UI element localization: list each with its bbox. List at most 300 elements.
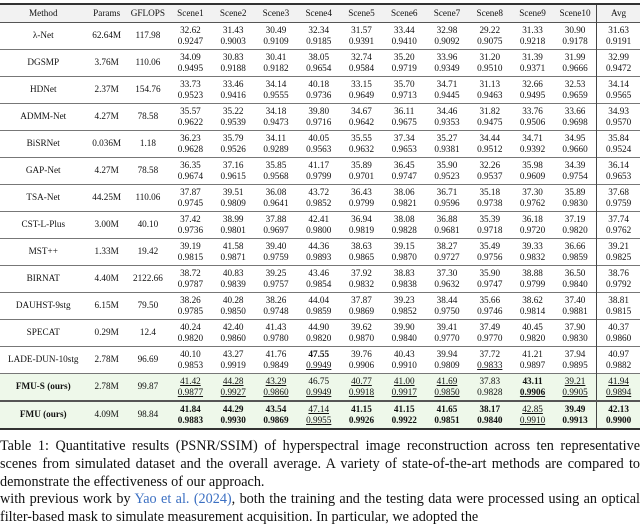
ssim-value: 0.9750	[434, 305, 460, 316]
method-cell: DAUHST-9stg	[15, 300, 71, 310]
ssim-value: 0.9949	[306, 359, 332, 370]
psnr-value: 41.84	[180, 403, 201, 414]
psnr-value: 37.30	[436, 267, 458, 278]
ssim-value: 0.9820	[306, 332, 332, 343]
table-row	[0, 320, 640, 347]
scene-cell	[297, 239, 340, 266]
ssim-value: 0.9109	[263, 35, 289, 46]
table-row	[0, 293, 640, 320]
psnr-value: 34.39	[564, 159, 586, 170]
avg-cell	[597, 347, 640, 374]
scene-cell	[169, 239, 212, 266]
psnr-value: 36.94	[351, 213, 372, 224]
ssim-value: 0.9660	[562, 143, 588, 154]
psnr-value: 38.63	[351, 240, 372, 251]
scene-cell	[212, 77, 255, 104]
psnr-value: 43.54	[265, 403, 287, 414]
scene-cell	[426, 347, 469, 374]
scene-cell	[212, 131, 255, 158]
ssim-value: 0.9859	[306, 305, 332, 316]
ssim-value: 0.9653	[391, 143, 417, 154]
psnr-value: 36.88	[436, 213, 458, 224]
ssim-value: 0.9819	[348, 224, 375, 235]
psnr-value: 35.55	[351, 132, 372, 143]
psnr-value: 29.22	[479, 24, 501, 35]
psnr-value: 38.72	[180, 267, 201, 278]
scene-cell	[554, 320, 597, 347]
ssim-value: 0.9949	[306, 386, 332, 397]
scene-cell	[554, 185, 597, 212]
ssim-value: 0.9537	[477, 170, 503, 181]
psnr-value: 34.14	[608, 78, 629, 89]
gflops-cell: 117.98	[135, 30, 161, 40]
scene-cell	[169, 401, 212, 429]
ssim-value: 0.9736	[177, 224, 204, 235]
gflops-cell: 154.76	[135, 84, 161, 94]
psnr-value: 32.34	[308, 24, 330, 35]
psnr-value: 37.49	[479, 321, 501, 332]
header-scene5: Scene5	[348, 8, 375, 18]
psnr-value: 38.88	[522, 267, 543, 278]
psnr-value: 37.87	[351, 294, 372, 305]
ssim-value: 0.9247	[177, 35, 204, 46]
scene-cell	[511, 347, 554, 374]
scene-cell	[468, 320, 511, 347]
psnr-value: 41.00	[393, 375, 415, 386]
psnr-value: 39.33	[522, 240, 543, 251]
gflops-cell: 78.58	[137, 111, 159, 121]
psnr-value: 41.58	[222, 240, 244, 251]
ssim-value: 0.9922	[391, 414, 417, 425]
psnr-value: 36.50	[564, 267, 586, 278]
ssim-value: 0.9674	[177, 170, 204, 181]
psnr-value: 30.90	[564, 24, 586, 35]
ssim-value: 0.9801	[220, 224, 246, 235]
table-row	[0, 23, 640, 50]
psnr-value: 34.71	[522, 132, 543, 143]
psnr-value: 41.65	[436, 403, 458, 414]
ssim-value: 0.9825	[605, 251, 632, 262]
scene-cell	[383, 77, 426, 104]
psnr-value: 43.72	[308, 186, 330, 197]
method-cell: BiSRNet	[26, 138, 60, 148]
scene-cell	[554, 266, 597, 293]
ssim-value: 0.9799	[306, 170, 332, 181]
avg-cell	[597, 239, 640, 266]
psnr-value: 39.23	[393, 294, 415, 305]
scene-cell	[554, 77, 597, 104]
psnr-value: 35.20	[393, 51, 415, 62]
scene-cell	[255, 401, 298, 429]
psnr-value: 38.44	[436, 294, 458, 305]
scene-cell	[297, 347, 340, 374]
psnr-value: 42.85	[522, 403, 543, 414]
scene-cell	[169, 185, 212, 212]
ssim-value: 0.9570	[605, 116, 632, 127]
scene-cell	[340, 401, 383, 429]
psnr-value: 32.98	[436, 24, 458, 35]
scene-cell	[169, 104, 212, 131]
ssim-value: 0.9003	[220, 35, 246, 46]
scene-cell	[255, 104, 298, 131]
ssim-value: 0.9713	[391, 89, 417, 100]
scene-cell	[383, 50, 426, 77]
ssim-value: 0.9472	[605, 62, 632, 73]
scene-cell	[297, 320, 340, 347]
psnr-value: 35.49	[479, 240, 501, 251]
ssim-value: 0.9893	[306, 251, 332, 262]
scene-cell	[426, 77, 469, 104]
ssim-value: 0.9632	[348, 143, 375, 154]
psnr-value: 38.05	[308, 51, 330, 62]
psnr-value: 39.40	[265, 240, 287, 251]
ssim-value: 0.9833	[477, 359, 503, 370]
scene-cell	[340, 131, 383, 158]
psnr-value: 39.51	[222, 186, 244, 197]
ssim-value: 0.9653	[605, 170, 632, 181]
psnr-value: 41.17	[308, 159, 330, 170]
ssim-value: 0.9859	[562, 251, 588, 262]
psnr-value: 47.55	[308, 348, 330, 359]
scene-cell	[340, 320, 383, 347]
ssim-value: 0.9955	[306, 414, 332, 425]
psnr-value: 38.83	[393, 267, 415, 278]
psnr-value: 37.42	[180, 213, 201, 224]
scene-cell	[468, 293, 511, 320]
ssim-value: 0.9770	[434, 332, 460, 343]
ssim-value: 0.9762	[605, 224, 632, 235]
psnr-value: 40.43	[393, 348, 415, 359]
psnr-value: 39.21	[564, 375, 586, 386]
psnr-value: 41.76	[265, 348, 287, 359]
ssim-value: 0.9830	[562, 332, 588, 343]
psnr-value: 38.26	[265, 294, 287, 305]
psnr-value: 41.21	[522, 348, 543, 359]
psnr-value: 30.83	[222, 51, 244, 62]
params-cell: 4.27M	[94, 165, 119, 175]
psnr-value: 39.90	[393, 321, 415, 332]
scene-cell	[212, 239, 255, 266]
scene-cell	[255, 266, 298, 293]
scene-cell	[340, 347, 383, 374]
psnr-value: 40.45	[522, 321, 543, 332]
scene-cell	[255, 320, 298, 347]
gflops-cell: 1.18	[139, 138, 156, 148]
ssim-value: 0.9770	[477, 332, 503, 343]
ssim-value: 0.9919	[220, 359, 246, 370]
avg-cell	[597, 77, 640, 104]
table-body	[0, 23, 640, 430]
ssim-value: 0.9642	[348, 116, 375, 127]
method-cell: ADMM-Net	[20, 111, 67, 121]
ssim-value: 0.9869	[263, 414, 289, 425]
header-scene9: Scene9	[519, 8, 546, 18]
params-cell: 2.78M	[94, 381, 119, 391]
psnr-value: 43.27	[222, 348, 244, 359]
ssim-value: 0.9917	[391, 386, 417, 397]
ssim-value: 0.9906	[519, 386, 546, 397]
psnr-value: 36.43	[351, 186, 372, 197]
table-row	[0, 401, 640, 429]
params-cell: 4.40M	[94, 273, 119, 283]
params-cell: 1.33M	[94, 246, 119, 256]
ssim-value: 0.9524	[605, 143, 632, 154]
ssim-value: 0.9391	[348, 35, 375, 46]
ssim-value: 0.9185	[306, 35, 332, 46]
scene-cell	[255, 50, 298, 77]
scene-cell	[511, 266, 554, 293]
psnr-value: 34.44	[479, 132, 501, 143]
scene-cell	[255, 239, 298, 266]
ssim-value: 0.9191	[605, 35, 632, 46]
psnr-value: 33.96	[436, 51, 458, 62]
psnr-value: 37.74	[608, 213, 629, 224]
scene-cell	[383, 266, 426, 293]
psnr-value: 39.80	[308, 105, 330, 116]
avg-cell	[597, 50, 640, 77]
params-cell: 44.25M	[92, 192, 122, 202]
avg-cell	[597, 212, 640, 239]
avg-cell	[597, 131, 640, 158]
psnr-value: 39.15	[393, 240, 415, 251]
psnr-value: 42.41	[308, 213, 330, 224]
psnr-value: 41.43	[265, 321, 287, 332]
scene-cell	[340, 266, 383, 293]
scene-cell	[426, 239, 469, 266]
ssim-value: 0.9792	[605, 278, 632, 289]
ssim-value: 0.9371	[519, 62, 546, 73]
scene-cell	[426, 266, 469, 293]
scene-cell	[255, 293, 298, 320]
scene-cell	[255, 212, 298, 239]
scene-cell	[255, 347, 298, 374]
psnr-value: 47.14	[308, 403, 330, 414]
psnr-value: 40.05	[308, 132, 330, 143]
ssim-value: 0.9675	[391, 116, 417, 127]
ssim-value: 0.9349	[434, 62, 460, 73]
ssim-value: 0.9882	[605, 359, 632, 370]
psnr-value: 36.23	[180, 132, 201, 143]
psnr-value: 32.99	[608, 51, 629, 62]
scene-cell	[169, 50, 212, 77]
psnr-value: 37.92	[351, 267, 372, 278]
scene-cell	[340, 104, 383, 131]
psnr-value: 39.49	[564, 403, 586, 414]
ssim-value: 0.9930	[220, 414, 246, 425]
scene-cell	[426, 104, 469, 131]
citation-link[interactable]: Yao et al. (2024)	[134, 491, 232, 507]
method-cell: FMU (ours)	[19, 409, 67, 419]
ssim-value: 0.9762	[519, 197, 546, 208]
scene-cell	[255, 158, 298, 185]
psnr-value: 30.41	[265, 51, 287, 62]
params-cell: 4.09M	[94, 409, 119, 419]
ssim-value: 0.9759	[263, 251, 289, 262]
scene-cell	[169, 320, 212, 347]
psnr-value: 38.26	[180, 294, 201, 305]
psnr-value: 44.04	[308, 294, 330, 305]
ssim-value: 0.9900	[605, 414, 632, 425]
scene-cell	[212, 374, 255, 402]
header-method: Method	[28, 8, 58, 18]
ssim-value: 0.9719	[391, 62, 417, 73]
psnr-value: 43.11	[522, 375, 543, 386]
scene-cell	[383, 347, 426, 374]
scene-cell	[468, 104, 511, 131]
scene-cell	[340, 293, 383, 320]
ssim-value: 0.9654	[306, 62, 332, 73]
params-cell: 2.78M	[94, 354, 119, 364]
method-cell: FMU-S (ours)	[15, 381, 71, 391]
method-cell: CST-L-Plus	[21, 219, 66, 229]
scene-cell	[511, 50, 554, 77]
scene-cell	[468, 347, 511, 374]
psnr-value: 34.71	[436, 78, 458, 89]
psnr-value: 40.97	[608, 348, 629, 359]
psnr-value: 31.63	[608, 24, 629, 35]
scene-cell	[511, 212, 554, 239]
scene-cell	[297, 158, 340, 185]
header-scene8: Scene8	[476, 8, 504, 18]
method-cell: DGSMP	[27, 57, 60, 67]
scene-cell	[426, 50, 469, 77]
table-row	[0, 158, 640, 185]
ssim-value: 0.9840	[477, 414, 503, 425]
ssim-value: 0.9738	[477, 197, 503, 208]
scene-cell	[340, 185, 383, 212]
psnr-value: 41.69	[436, 375, 458, 386]
scene-cell	[255, 23, 298, 50]
ssim-value: 0.9596	[434, 197, 460, 208]
psnr-value: 41.42	[180, 375, 201, 386]
psnr-value: 33.44	[393, 24, 415, 35]
psnr-value: 39.19	[180, 240, 201, 251]
ssim-value: 0.9565	[605, 89, 632, 100]
ssim-value: 0.9727	[434, 251, 460, 262]
psnr-value: 35.18	[479, 186, 501, 197]
ssim-value: 0.9289	[263, 143, 289, 154]
scene-cell	[169, 158, 212, 185]
ssim-value: 0.9799	[348, 197, 375, 208]
ssim-value: 0.9820	[562, 224, 588, 235]
scene-cell	[297, 374, 340, 402]
scene-cell	[169, 266, 212, 293]
ssim-value: 0.9641	[263, 197, 289, 208]
ssim-value: 0.9870	[391, 251, 417, 262]
psnr-value: 36.11	[394, 105, 415, 116]
psnr-value: 35.66	[479, 294, 501, 305]
psnr-value: 35.84	[608, 132, 629, 143]
table-row	[0, 104, 640, 131]
psnr-value: 35.27	[436, 132, 458, 143]
ssim-value: 0.9697	[263, 224, 289, 235]
psnr-value: 36.08	[265, 186, 287, 197]
gflops-cell: 2122.66	[132, 273, 163, 283]
ssim-value: 0.9512	[477, 143, 503, 154]
scene-cell	[340, 212, 383, 239]
scene-cell	[554, 23, 597, 50]
params-cell: 4.27M	[94, 111, 119, 121]
method-cell: LADE-DUN-10stg	[8, 354, 79, 364]
scene-cell	[383, 212, 426, 239]
psnr-value: 34.46	[436, 105, 458, 116]
scene-cell	[468, 23, 511, 50]
ssim-value: 0.9832	[519, 251, 546, 262]
avg-cell	[597, 293, 640, 320]
psnr-value: 36.45	[393, 159, 415, 170]
scene-cell	[212, 212, 255, 239]
ssim-value: 0.9563	[306, 143, 332, 154]
scene-cell	[426, 212, 469, 239]
scene-cell	[297, 293, 340, 320]
ssim-value: 0.9860	[263, 386, 289, 397]
psnr-value: 32.66	[522, 78, 543, 89]
psnr-value: 31.33	[522, 24, 543, 35]
psnr-value: 43.29	[265, 375, 287, 386]
ssim-value: 0.9851	[434, 414, 460, 425]
scene-cell	[511, 77, 554, 104]
scene-cell	[426, 293, 469, 320]
scene-cell	[383, 401, 426, 429]
gflops-cell: 40.10	[137, 219, 159, 229]
gflops-cell: 110.06	[135, 57, 161, 67]
ssim-value: 0.9883	[177, 414, 204, 425]
ssim-value: 0.9850	[220, 305, 246, 316]
scene-cell	[340, 50, 383, 77]
ssim-value: 0.9927	[220, 386, 246, 397]
ssim-value: 0.9736	[306, 89, 332, 100]
method-cell: HDNet	[29, 84, 57, 94]
psnr-value: 36.66	[564, 240, 586, 251]
scene-cell	[383, 23, 426, 50]
ssim-value: 0.9510	[477, 62, 503, 73]
psnr-value: 40.18	[308, 78, 330, 89]
ssim-value: 0.9747	[477, 278, 503, 289]
ssim-value: 0.9828	[391, 224, 417, 235]
ssim-value: 0.9852	[391, 305, 417, 316]
psnr-value: 37.72	[479, 348, 501, 359]
ssim-value: 0.9895	[562, 359, 588, 370]
table-row	[0, 131, 640, 158]
ssim-value: 0.9897	[519, 359, 546, 370]
psnr-value: 40.28	[222, 294, 244, 305]
scene-cell	[212, 50, 255, 77]
table-row	[0, 185, 640, 212]
ssim-value: 0.9720	[519, 224, 546, 235]
scene-cell	[383, 374, 426, 402]
ssim-value: 0.9632	[434, 278, 460, 289]
ssim-value: 0.9756	[477, 251, 503, 262]
ssim-value: 0.9523	[177, 89, 204, 100]
scene-cell	[511, 239, 554, 266]
gflops-cell: 96.69	[137, 354, 159, 364]
scene-cell	[511, 185, 554, 212]
ssim-value: 0.9609	[519, 170, 546, 181]
ssim-value: 0.9815	[605, 305, 632, 316]
paragraph-text-after: , both the training and the testing data were processed using an optical filter-based mask to simulate measurement acquisition. In particular, we adopted the	[0, 491, 640, 525]
psnr-value: 35.90	[436, 159, 458, 170]
avg-cell	[597, 266, 640, 293]
header-scene4: Scene4	[305, 8, 332, 18]
scene-cell	[297, 401, 340, 429]
scene-cell	[468, 50, 511, 77]
scene-cell	[212, 158, 255, 185]
psnr-value: 35.39	[479, 213, 501, 224]
scene-cell	[212, 320, 255, 347]
psnr-value: 39.94	[436, 348, 458, 359]
ssim-value: 0.9628	[177, 143, 204, 154]
psnr-value: 38.08	[393, 213, 415, 224]
